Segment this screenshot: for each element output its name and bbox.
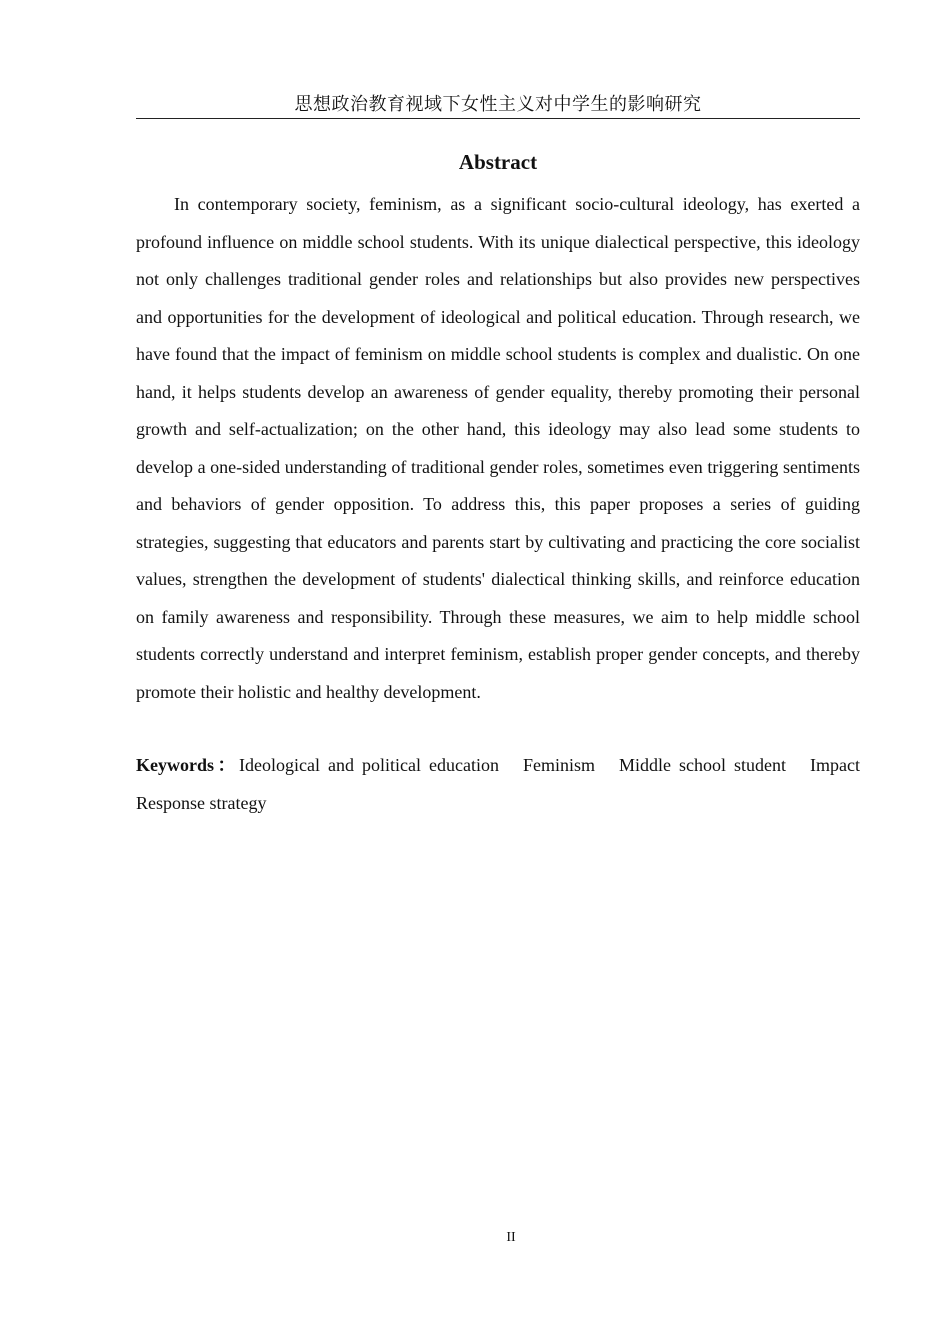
abstract-title: Abstract	[458, 150, 538, 174]
running-header: 思想政治教育视域下女性主义对中学生的影响研究	[294, 94, 702, 114]
keywords-line	[136, 746, 860, 822]
header-rule	[136, 118, 860, 119]
keyword-item: Response strategy	[136, 793, 267, 813]
keywords-label: Keywords：	[136, 755, 240, 775]
page-number: II	[506, 1230, 516, 1245]
keyword-item: Middle school student	[619, 755, 787, 775]
keyword-item: Impact	[810, 755, 861, 775]
keyword-item: Ideological and political education	[239, 755, 499, 775]
abstract-body: In contemporary society, feminism, as a significant socio-cultural ideology, has exerted a profound influence on middle school students. With its unique dialectical perspective, this ideology not only challenges traditional gender roles and relationships but also provides new perspectives and opportunities for the development of ideological and political education. Through research, we have found that the impact of feminism on middle school students is complex and dualistic. On one hand, it helps students develop an awareness of gender equality, thereby promoting their personal growth and self-actualization; on the other hand, this ideology may also lead some students to develop a one-sided understanding of traditional gender roles, sometimes even triggering sentiments and behaviors of gender opposition. To address this, this paper proposes a series of guiding strategies, suggesting that educators and parents start by cultivating and practicing the core socialist values, strengthen the development of students' dialectical thinking skills, and reinforce education on family awareness and responsibility. Through these measures, we aim to help middle school students correctly understand and interpret feminism, establish proper gender concepts, and thereby promote their holistic and healthy development.	[136, 194, 860, 702]
keyword-item: Feminism	[522, 755, 595, 775]
